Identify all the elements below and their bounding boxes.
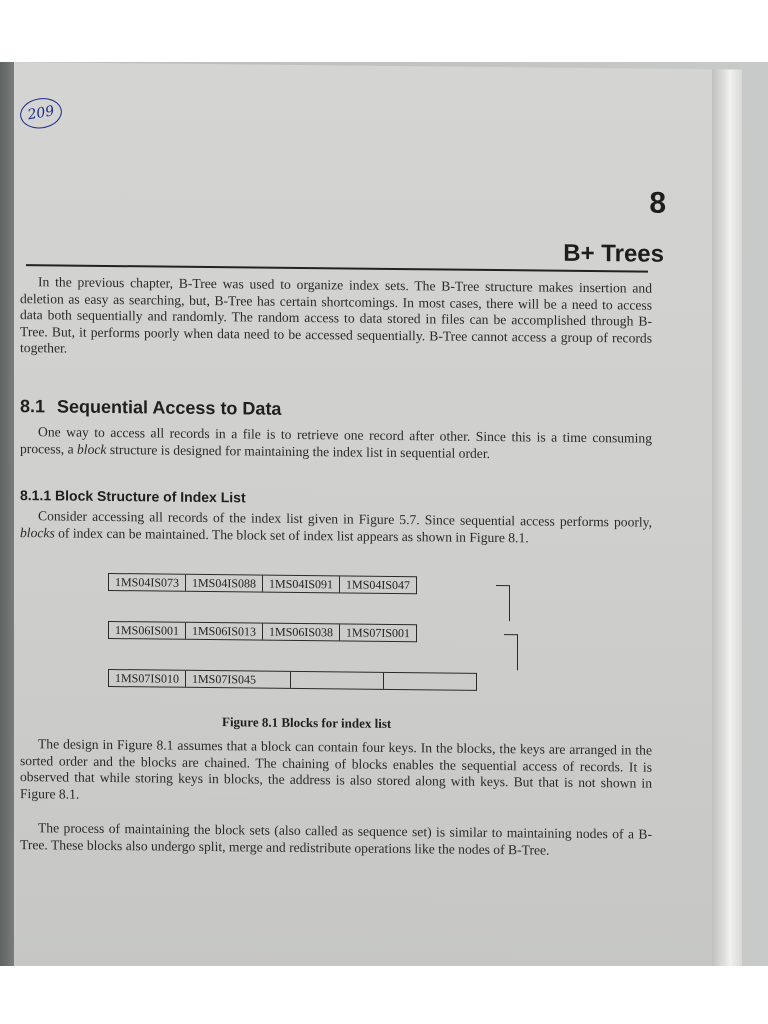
subsection-paragraph-text-1: Consider accessing all records of the index list given in Figure 5.7. Since sequential access performs poorly, [38,508,652,530]
section-paragraph-emphasis: block [77,441,107,457]
block-3-key-3 [291,672,384,689]
block-2-key-2: 1MS06IS013 [186,623,263,640]
block-3 [108,669,477,691]
block-1-key-2: 1MS04IS088 [186,575,263,592]
block-figure [108,573,538,723]
chain-arrow-1-vertical [509,585,510,621]
subsection-paragraph-text-2: of index can be maintained. The block set of index list appears as shown in Figure 8.1. [54,524,529,545]
chain-arrow-2-horizontal [504,634,518,635]
block-1-key-4: 1MS04IS047 [346,577,411,593]
block-1-key-3: 1MS04IS091 [263,576,340,593]
subsection-number: 8.1.1 [20,487,52,504]
closing-paragraph-1: The design in Figure 8.1 assumes that a block can contain four keys. In the blocks, the keys are arranged in the sorted order and the blocks are chained. The chaining of blocks enables the sequential access of records. It is observed that while storing keys in blocks, the address is also stored along with keys. But that is not shown in Figure 8.1. [20,736,652,802]
block-2-key-4: 1MS07IS001 [346,625,411,641]
block-3-key-2: 1MS07IS045 [186,671,291,688]
section-heading [20,396,281,420]
chapter-rule [26,264,648,273]
closing-paragraph-2: The process of maintaining the block sets (also called as sequence set) is similar to maintaining nodes of a B-Tree. These blocks also undergo split, merge and redistribute operations like the nodes of B-Tree. [20,820,652,858]
figure-caption: Figure 8.1 Blocks for index list [222,714,392,731]
section-paragraph [20,424,652,464]
book-page [14,62,742,966]
photo-background [0,62,768,966]
subsection-paragraph [20,508,652,548]
subsection-title: Block Structure of Index List [55,487,246,506]
section-title: Sequential Access to Data [57,396,282,419]
page-edge [712,69,742,966]
block-2 [108,621,417,642]
intro-paragraph: In the previous chapter, B-Tree was used to organize index sets. The B-Tree structure makes insertion and deletion as easy as searching, but, B-Tree has certain shortcomings. In most cases, there will be a need to access data both sequentially and randomly. The random access to data stored in files can be accomplished through B-Tree. But, it performs poorly when data need to be accessed sequentially. B-Tree cannot access a group of records together. [20,274,652,356]
subsection-heading [20,487,246,505]
block-1 [108,573,417,594]
section-paragraph-text-1: One way to access all records in a file is to retrieve one record after other. Since this is a time consuming process, a [20,424,652,457]
section-number: 8.1 [20,396,46,417]
block-2-key-3: 1MS06IS038 [263,624,340,641]
block-3-key-1: 1MS07IS010 [109,670,186,687]
block-3-key-4 [384,673,476,690]
block-1-key-1: 1MS04IS073 [109,574,186,591]
chain-arrow-2-vertical [517,634,518,670]
section-paragraph-text-2: structure is designed for maintaining the index list in sequential order. [106,441,491,461]
chain-arrow-1-horizontal [496,585,510,586]
subsection-paragraph-emphasis: blocks [20,524,55,540]
handwritten-page-number: 209 [18,95,65,131]
block-2-key-1: 1MS06IS001 [109,622,186,639]
chapter-title: B+ Trees [563,239,664,268]
chapter-number: 8 [649,186,666,220]
